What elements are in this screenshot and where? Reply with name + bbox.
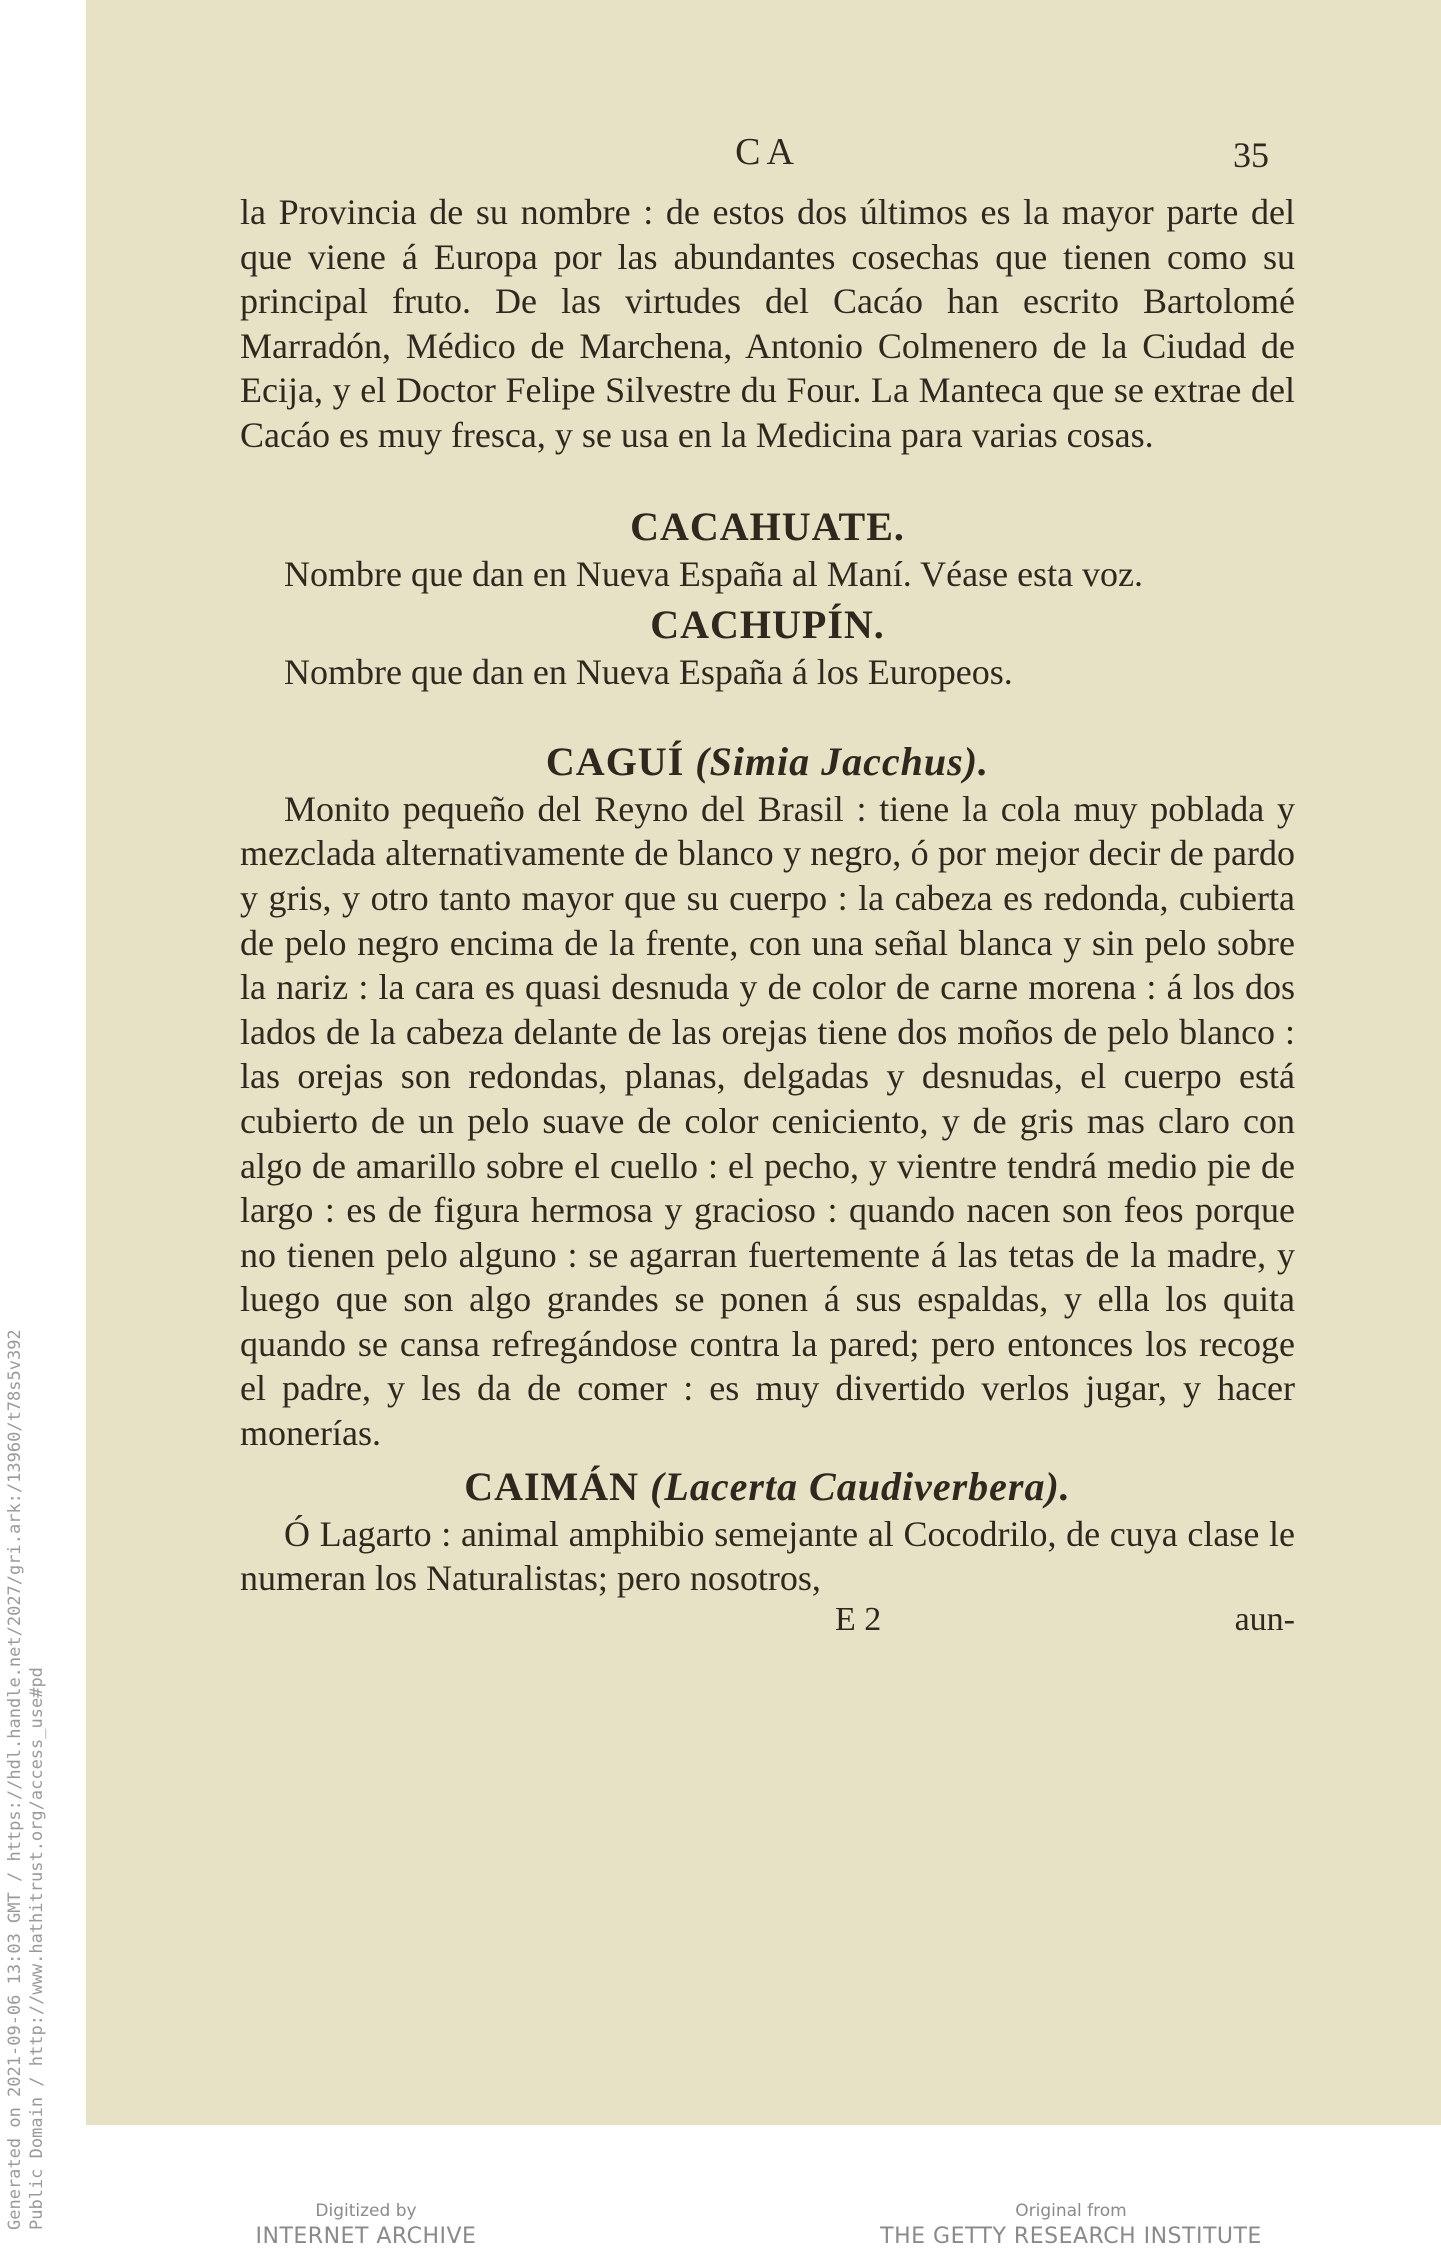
continuation-paragraph: la Provincia de su nombre : de estos dos últimos es la mayor parte del que viene á Europa por las abundantes cosechas que tienen como su principal fruto. De las virtudes del Cacáo han escrito Bartolomé Marradón, Médico de Marchena, Antonio Colmenero de la Ciudad de Ecija, y el Doctor Felipe Silvestre du Four. La Manteca que se extrae del Cacáo es muy fresca, y se usa en la Medicina para varias cosas. bbox=[240, 192, 1295, 455]
entry-body-cacahuate: Nombre que dan en Nueva España al Maní. Véase esta voz. bbox=[284, 553, 1144, 594]
entry-body-cagui: Monito pequeño del Reyno del Brasil : tiene la cola muy poblada y mezclada alternativamente de blanco y negro, ó por mejor decir de pardo y gris, y otro tanto mayor que su cuerpo : la cabeza es redonda, cubierta de pelo negro encima de la frente, con una señal blanca y sin pelo sobre la nariz : la cara es quasi desnuda y de color de carne morena : á los dos lados de la cabeza delante de las orejas tiene dos moños de pelo blanco : las orejas son redondas, planas, delgadas y desnudas, el cuerpo está cubierto de un pelo suave de color ceniciento, y de gris mas claro con algo de amarillo sobre el cuello : el pecho, y vientre tendrá medio pie de largo : es de figura hermosa y gracioso : quando nacen son feos porque no tienen pelo alguno : se agarran fuertemente á las tetas de la madre, y luego que son algo grandes se ponen á sus espaldas, y ella los quita quando se cansa refregándose contra la pared; pero entonces los recoge el padre, y les da de comer : es muy divertido verlos jugar, y hacer monerías. bbox=[240, 788, 1295, 1454]
entry-headword: CACHUPÍN. bbox=[650, 602, 885, 648]
page-number: 35 bbox=[1233, 135, 1269, 175]
digitized-by-block bbox=[246, 2200, 486, 2252]
entry-headword: CAGUÍ bbox=[545, 738, 685, 784]
getty-label: THE GETTY RESEARCH INSTITUTE bbox=[880, 2224, 1262, 2249]
digitized-by-label: Digitized by bbox=[315, 2201, 417, 2221]
entry-headword: CAIMÁN bbox=[464, 1463, 640, 1509]
signature-mark: E 2 bbox=[835, 1600, 882, 1638]
entry-title-cachupin bbox=[240, 600, 1295, 650]
entry-body-cachupin: Nombre que dan en Nueva España á los Europeos. bbox=[284, 652, 1013, 693]
running-head bbox=[240, 130, 1295, 190]
stamp-text bbox=[4, 1329, 48, 2230]
stamp-rights: Public Domain / http://www.hathitrust.org/access_use#pd bbox=[27, 1667, 47, 2230]
entry-latin-name: (Lacerta Caudiverbera). bbox=[650, 1463, 1071, 1509]
internet-archive-label: INTERNET ARCHIVE bbox=[255, 2224, 477, 2249]
running-head-title: CA bbox=[735, 131, 800, 173]
entry-headword: CACAHUATE. bbox=[630, 503, 905, 549]
stamp-generated: Generated on 2021-09-06 13:03 GMT / https://hdl.handle.net/2027/gri.ark:/13960/t78s5v392 bbox=[5, 1329, 25, 2230]
entry-latin-name: (Simia Jacchus). bbox=[695, 738, 990, 784]
book-page bbox=[240, 130, 1295, 1645]
original-from-block bbox=[876, 2200, 1266, 2252]
signature-line bbox=[240, 1601, 1295, 1645]
original-from-label: Original from bbox=[1015, 2201, 1127, 2221]
hathitrust-stamp bbox=[0, 0, 86, 2255]
entry-title-cacahuate bbox=[240, 502, 1295, 552]
entry-title-caiman bbox=[240, 1462, 1295, 1512]
catchword: aun- bbox=[1234, 1600, 1295, 1638]
entry-body-caiman: Ó Lagarto : animal amphibio semejante al Cocodrilo, de cuya clase le numeran los Naturalistas; pero nosotros, bbox=[240, 1513, 1295, 1599]
entry-title-cagui bbox=[240, 737, 1295, 787]
digitization-footer bbox=[86, 2200, 1441, 2255]
